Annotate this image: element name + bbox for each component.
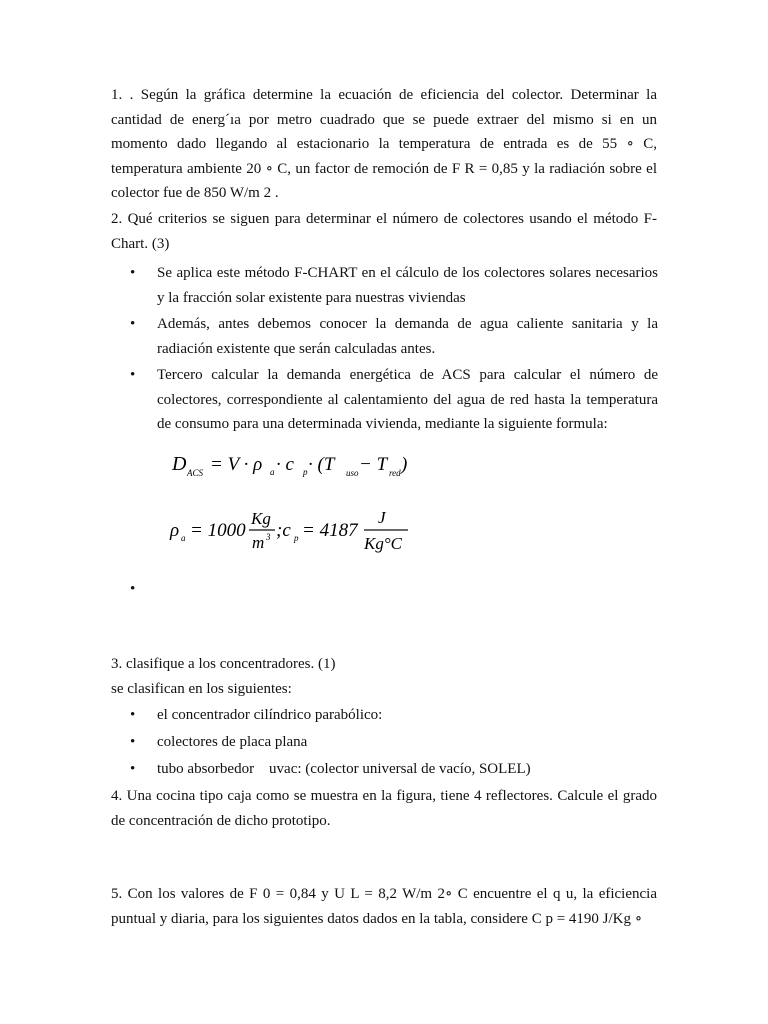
formula-symbol: D bbox=[172, 453, 187, 475]
formula-symbol: = 4187 bbox=[302, 520, 358, 541]
bullet-icon: • bbox=[130, 734, 136, 750]
formula-subscript: a bbox=[270, 467, 275, 477]
fraction-numerator: Kg bbox=[251, 509, 271, 528]
fraction-denominator: Kg°C bbox=[364, 534, 402, 553]
list-item-text: tubo absorbedor uvac: (colector universal de vacío, SOLEL) bbox=[157, 761, 531, 777]
formula-symbol: − T bbox=[359, 454, 388, 475]
bullet-icon: • bbox=[130, 316, 136, 332]
formula-subscript: a bbox=[181, 533, 186, 543]
formula-density-svg bbox=[168, 506, 418, 558]
formula-subscript: p bbox=[294, 533, 299, 543]
formula-subscript: p bbox=[303, 467, 308, 477]
formula-subscript: red bbox=[389, 468, 401, 478]
formula-symbol: · c bbox=[276, 454, 294, 475]
formula-symbol: ρ bbox=[170, 520, 180, 541]
fraction-superscript: 3 bbox=[266, 532, 271, 542]
question-5-text: 5. Con los valores de F 0 = 0,84 y U L = 8,2 W/m 2∘ C encuentre el q u, la eficiencia puntual y diaria, para los siguientes datos dados en la tabla, considere C p = 4190 J/Kg ∘ bbox=[111, 886, 657, 927]
bullet-icon: • bbox=[130, 581, 136, 597]
list-item-text: Se aplica este método F-CHART en el cálculo de los colectores solares necesarios y la fracción solar existente para nuestras viviendas bbox=[157, 265, 658, 306]
bullet-icon: • bbox=[130, 265, 136, 281]
bullet-icon: • bbox=[130, 707, 136, 723]
question-3-title: 3. clasifique a los concentradores. (1) bbox=[111, 656, 336, 672]
formula-symbol: = 1000 bbox=[190, 520, 246, 541]
fraction-numerator: J bbox=[378, 508, 386, 527]
formula-symbol: ;c bbox=[276, 520, 291, 541]
formula-subscript: ACS bbox=[187, 468, 204, 478]
fraction-denominator: m bbox=[252, 533, 265, 552]
list-item-text: Tercero calcular la demanda energética de ACS para calcular el número de colectores, correspondiente al calentamiento del agua de red hasta la temperatura de consumo para una determinada vivienda, mediante la siguiente formula: bbox=[157, 367, 658, 433]
question-1-text: 1. . Según la gráfica determine la ecuación de eficiencia del colector. Determinar la cantidad de energ´ıa por metro cuadrado que se puede extraer del mismo si en un momento dado llegando al estacionario la temperatura de entrada es de 55 ∘ C, temperatura ambiente 20 ∘ C, un factor de remoción de F R = 0,85 y la radiación sobre el colector fue de 850 W/m 2 . bbox=[111, 87, 657, 202]
formula-density bbox=[168, 506, 418, 558]
question-2-text: 2. Qué criterios se siguen para determinar el número de colectores usando el método F-Chart. (3) bbox=[111, 211, 657, 252]
formula-dacs-svg bbox=[170, 448, 410, 484]
bullet-icon: • bbox=[130, 761, 136, 777]
formula-dacs bbox=[170, 448, 410, 484]
list-item-text: el concentrador cilíndrico parabólico: bbox=[157, 707, 383, 723]
formula-symbol: · (T bbox=[308, 454, 335, 475]
formula-symbol: ) bbox=[401, 454, 408, 475]
list-item-text: colectores de placa plana bbox=[157, 734, 308, 750]
formula-symbol: = V · ρ bbox=[210, 454, 263, 475]
bullet-icon: • bbox=[130, 367, 136, 383]
formula-subscript: uso bbox=[346, 468, 359, 478]
list-item-text: Además, antes debemos conocer la demanda de agua caliente sanitaria y la radiación existente que serán calculadas antes. bbox=[157, 316, 658, 357]
question-3-intro: se clasifican en los siguientes: bbox=[111, 681, 292, 697]
question-4-text: 4. Una cocina tipo caja como se muestra en la figura, tiene 4 reflectores. Calcule el grado de concentración de dicho prototipo. bbox=[111, 788, 657, 829]
